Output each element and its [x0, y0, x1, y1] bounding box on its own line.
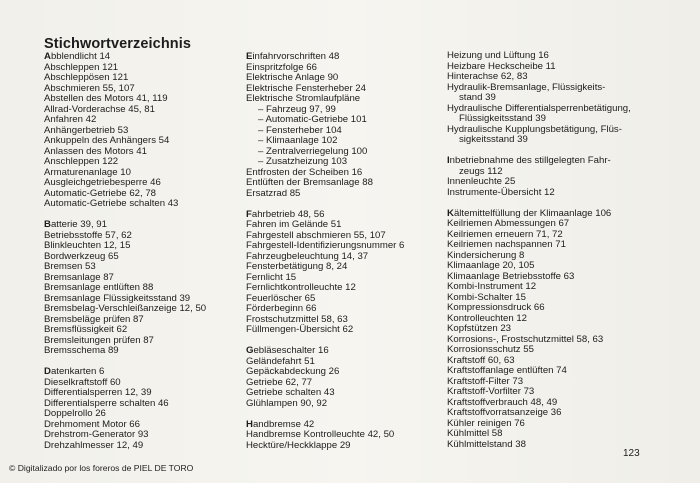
index-entry: Keilriemen nachspannen 71 — [447, 239, 566, 250]
index-entry: Gepäckabdeckung 26 — [246, 366, 340, 377]
index-entry: Abschleppösen 121 — [44, 72, 129, 83]
index-entry: Drehmoment Motor 66 — [44, 418, 140, 430]
index-entry: Bremsschema 89 — [44, 345, 119, 356]
index-entry: Frostschutzmittel 58, 63 — [246, 313, 348, 325]
section-initial: E — [246, 51, 253, 62]
index-entry: Elektrische Fensterheber 24 — [246, 82, 366, 94]
index-entry: Hydraulische Differentialsperrenbetätigung, — [447, 102, 631, 114]
index-entry: stand 39 — [459, 92, 496, 103]
index-entry: Korrosions-, Frostschutzmittel 58, 63 — [447, 333, 604, 345]
index-entry: Kombi-Schalter 15 — [447, 291, 526, 303]
index-entry: Fernlichtkontrolleuchte 12 — [246, 282, 356, 293]
index-entry: Klimaanlage 20, 105 — [447, 260, 535, 271]
index-entry: Getriebe 62, 77 — [246, 376, 313, 388]
index-entry: Drehzahlmesser 12, 49 — [44, 439, 144, 451]
index-entry: Bremsanlage entlüften 88 — [44, 282, 154, 293]
index-entry: – Zentralverriegelung 100 — [258, 145, 368, 157]
section-initial: H — [246, 418, 253, 430]
index-column-1 — [44, 52, 206, 451]
index-entry: Bremsanlage Flüssigkeitsstand 39 — [44, 292, 191, 304]
index-entry: Elektrische Stromlaufpläne — [246, 93, 361, 104]
index-entry: Kühlmittelstand 38 — [447, 438, 526, 450]
index-entry: Füllmengen-Übersicht 62 — [246, 324, 354, 335]
entry-text: infahrvorschriften 48 — [252, 51, 340, 62]
index-entry: Kindersicherung 8 — [447, 249, 525, 261]
index-entry: Abschleppen 121 — [44, 61, 119, 73]
index-entry: Ersatzrad 85 — [246, 187, 301, 199]
index-entry: Abschmieren 55, 107 — [44, 82, 135, 94]
index-entry: Dieselkraftstoff 60 — [44, 376, 121, 388]
index-entry: Anfahren 42 — [44, 114, 97, 125]
index-column-3 — [447, 51, 631, 450]
index-entry: Allrad-Vorderachse 45, 81 — [44, 103, 155, 115]
section-initial: I — [447, 155, 450, 166]
index-entry: Kraftstoff-Vorfilter 73 — [447, 386, 535, 397]
index-entry: Geländefahrt 51 — [246, 355, 315, 367]
index-entry: Innenleuchte 25 — [447, 176, 516, 187]
section-initial: B — [44, 219, 51, 230]
index-entry: Getriebe schalten 43 — [246, 387, 335, 398]
index-entry: Kraftstoffvorratsanzeige 36 — [447, 407, 562, 418]
entry-text: ahrbetrieb 48, 56 — [251, 208, 325, 220]
index-entry: Fahren im Gelände 51 — [246, 219, 342, 230]
index-entry: Differentialsperre schalten 46 — [44, 397, 169, 409]
index-entry: Glühlampen 90, 92 — [246, 397, 328, 409]
index-entry: Anhängerbetrieb 53 — [44, 124, 129, 136]
index-entry: Bremsflüssigkeit 62 — [44, 324, 128, 335]
index-entry — [44, 52, 206, 63]
index-entry: – Klimaanlage 102 — [258, 135, 338, 146]
index-entry: Bremsbelag-Verschleißanzeige 12, 50 — [44, 303, 207, 314]
section-initial: D — [44, 366, 51, 377]
index-entry: Klimaanlage Betriebsstoffe 63 — [447, 270, 575, 282]
section-initial: K — [447, 207, 454, 219]
index-entry: Kraftstoff 60, 63 — [447, 354, 515, 366]
index-entry: Keilriemen Abmessungen 67 — [447, 218, 570, 229]
index-entry: Heizbare Heckscheibe 11 — [447, 60, 556, 72]
index-entry: Hydraulik-Bremsanlage, Flüssigkeits- — [447, 81, 606, 93]
entry-text: ältemittelfüllung der Klimaanlage 106 — [453, 207, 612, 219]
index-entry: Kraftstoffanlage entlüften 74 — [447, 365, 567, 376]
index-entry: Fahrgestell-Identifizierungsnummer 6 — [246, 240, 405, 251]
index-entry — [44, 220, 206, 231]
index-entry: Kühlmittel 58 — [447, 428, 503, 439]
entry-text: ebläseschalter 16 — [253, 345, 329, 356]
index-entry: Bremsanlage 87 — [44, 271, 114, 283]
entry-text: bblendlicht 14 — [50, 51, 111, 62]
index-entry: Korrosionsschutz 55 — [447, 344, 534, 355]
index-entry: Anlassen des Motors 41 — [44, 145, 147, 157]
entry-text: atenkarten 6 — [50, 366, 105, 377]
index-entry: Kontrolleuchten 12 — [447, 312, 528, 324]
index-entry: Entlüften der Bremsanlage 88 — [246, 177, 373, 188]
index-entry: Kopfstützen 23 — [447, 323, 512, 334]
section-initial: F — [246, 208, 252, 220]
index-entry: Kraftstoffverbrauch 48, 49 — [447, 396, 558, 408]
index-entry — [447, 156, 631, 167]
index-entry: Fahrgestell abschmieren 55, 107 — [246, 229, 386, 241]
index-entry: Automatic-Getriebe 62, 78 — [44, 187, 156, 199]
index-entry: Ausgleichgetriebesperre 46 — [44, 177, 161, 188]
index-entry: Einspritzfolge 66 — [246, 61, 317, 73]
index-entry: Keilriemen erneuern 71, 72 — [447, 228, 563, 240]
index-entry: Ankuppeln des Anhängers 54 — [44, 135, 170, 146]
index-entry: Bremsen 53 — [44, 261, 96, 272]
index-entry: zeugs 112 — [459, 165, 503, 177]
index-entry — [246, 346, 404, 357]
section-initial: G — [246, 345, 254, 356]
index-entry: Fensterbetätigung 8, 24 — [246, 261, 348, 272]
page-title: Stichwortverzeichnis — [44, 36, 192, 52]
index-entry: – Automatic-Getriebe 101 — [258, 114, 367, 125]
index-column-2 — [246, 52, 404, 451]
index-entry: Elektrische Anlage 90 — [246, 72, 339, 83]
index-entry: Automatic-Getriebe schalten 43 — [44, 198, 179, 209]
index-entry: – Fahrzeug 97, 99 — [258, 103, 336, 115]
index-entry: Entfrosten der Scheiben 16 — [246, 166, 363, 178]
index-entry: Doppelrollo 26 — [44, 408, 106, 419]
index-entry: Handbremse Kontrolleuchte 42, 50 — [246, 429, 395, 440]
page-number: 123 — [623, 448, 640, 459]
index-entry: Fernlicht 15 — [246, 271, 297, 283]
index-entry: Fahrzeugbeleuchtung 14, 37 — [246, 250, 369, 262]
index-entry: Hinterachse 62, 83 — [447, 71, 528, 82]
index-entry: Instrumente-Übersicht 12 — [447, 186, 555, 198]
entry-text: atterie 39, 91 — [50, 219, 107, 230]
index-entry: Kraftstoff-Filter 73 — [447, 375, 524, 387]
index-entry: Anschleppen 122 — [44, 156, 119, 167]
index-entry: Flüssigkeitsstand 39 — [459, 113, 546, 124]
index-entry: Kompressionsdruck 66 — [447, 302, 545, 313]
index-entry: Förderbeginn 66 — [246, 303, 317, 314]
index-entry: Blinkleuchten 12, 15 — [44, 240, 131, 251]
index-entry: Betriebsstoffe 57, 62 — [44, 229, 132, 241]
index-entry: Bordwerkzeug 65 — [44, 250, 119, 262]
index-entry: Bremsleitungen prüfen 87 — [44, 334, 154, 346]
index-entry: Kühler reinigen 76 — [447, 417, 525, 429]
index-entry: Bremsbeläge prüfen 87 — [44, 313, 144, 325]
index-entry: Hecktüre/Heckklappe 29 — [246, 439, 351, 451]
index-entry: Drehstrom-Generator 93 — [44, 429, 149, 440]
index-entry — [44, 367, 206, 378]
index-entry: sigkeitsstand 39 — [459, 134, 528, 145]
index-entry: Feuerlöscher 65 — [246, 292, 316, 304]
index-entry: Kombi-Instrument 12 — [447, 281, 537, 292]
index-entry: Heizung und Lüftung 16 — [447, 50, 549, 61]
index-entry: Hydraulische Kupplungsbetätigung, Flüs- — [447, 123, 622, 135]
index-entry: Armaturenanlage 10 — [44, 166, 131, 178]
entry-text: nbetriebnahme des stillgelegten Fahr- — [449, 155, 611, 166]
index-entry: Differentialsperren 12, 39 — [44, 387, 152, 398]
entry-text: andbremse 42 — [252, 418, 315, 430]
index-entry: – Zusatzheizung 103 — [258, 156, 348, 167]
index-entry: Abstellen des Motors 41, 119 — [44, 93, 168, 104]
index-entry: – Fensterheber 104 — [258, 124, 342, 136]
scan-credit: © Digitalizado por los foreros de PIEL DE TORO — [9, 463, 194, 473]
index-entry — [246, 52, 404, 63]
section-initial: A — [44, 51, 51, 62]
